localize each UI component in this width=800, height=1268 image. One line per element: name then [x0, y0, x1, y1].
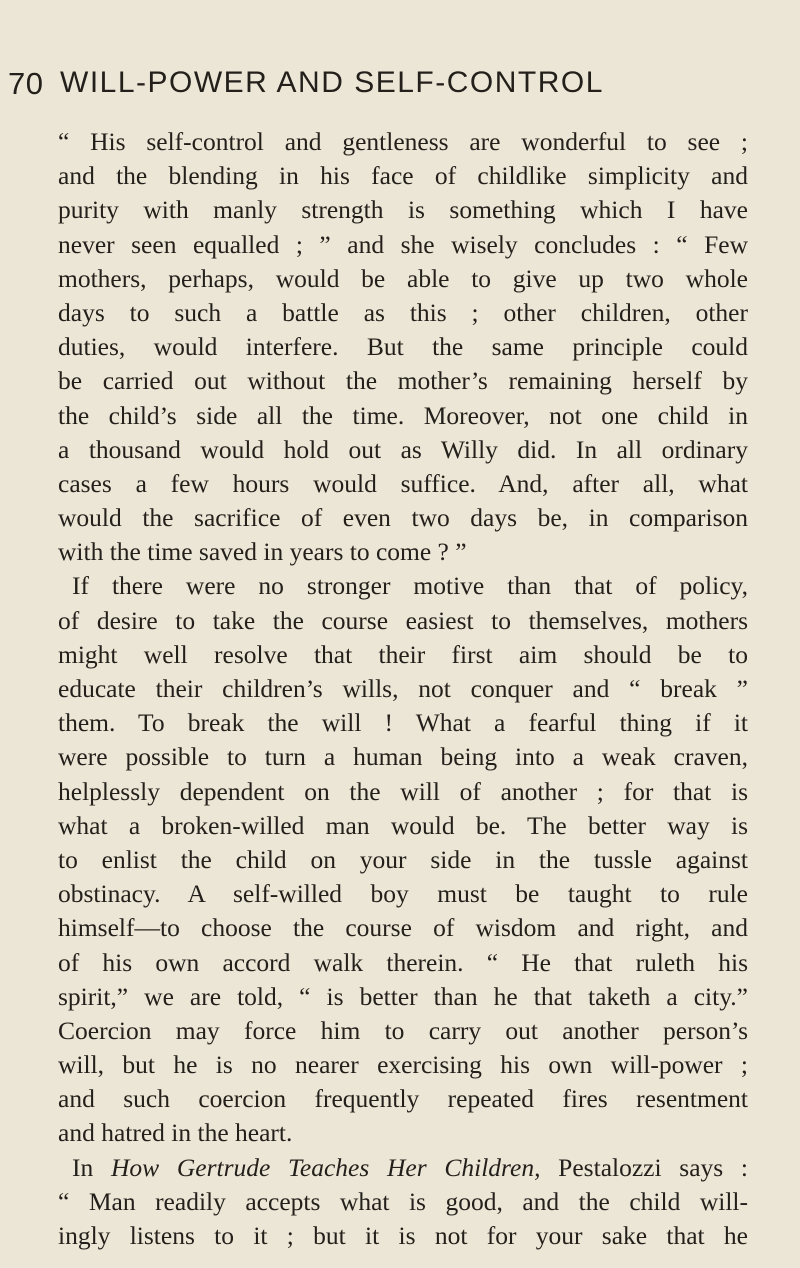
text-line: cases a few hours would suffice. And, after all, what	[58, 468, 748, 498]
text-line: the child’s side all the time. Moreover, not one child in	[58, 400, 748, 430]
text-line: and hatred in the heart.	[58, 1118, 293, 1148]
text-line: ingly listens to it ; but it is not for your sake that he	[58, 1221, 748, 1250]
text-line: days to such a battle as this ; other children, other	[58, 297, 748, 327]
text-line: with the time saved in years to come ? ”	[58, 537, 467, 567]
text-line: of desire to take the course easiest to themselves, mothers	[58, 605, 748, 635]
running-header	[8, 66, 748, 106]
running-title: WILL-POWER AND SELF-CONTROL	[60, 66, 604, 99]
text-line: be carried out without the mother’s remaining herself by	[58, 366, 748, 396]
text-line	[58, 1151, 748, 1185]
text-line: a thousand would hold out as Willy did. In all ordinary	[58, 434, 748, 464]
text-line: “ His self-control and gentleness are wonderful to see ;	[58, 127, 748, 156]
text-line: If there were no stronger motive than that of policy,	[72, 571, 748, 601]
text-line: obstinacy. A self-willed boy must be taught to rule	[58, 879, 748, 909]
page-number: 70	[8, 66, 44, 101]
text-line: might well resolve that their first aim should be to	[58, 639, 748, 669]
text-line: himself—to choose the course of wisdom and right, and	[58, 913, 748, 943]
text-line: what a broken-willed man would be. The better way is	[58, 810, 748, 840]
text-fragment: Pestalozzi says :	[540, 1152, 748, 1182]
text-line: will, but he is no nearer exercising his own will-power ;	[58, 1050, 748, 1080]
text-line: purity with manly strength is something which I have	[58, 195, 748, 225]
text-line: and such coercion frequently repeated fires resentment	[58, 1084, 748, 1114]
text-line: “ Man readily accepts what is good, and the child will-	[58, 1186, 748, 1216]
text-line: and the blending in his face of childlike simplicity and	[58, 161, 748, 191]
text-line: were possible to turn a human being into a weak craven,	[58, 742, 748, 772]
text-line: of his own accord walk therein. “ He that ruleth his	[58, 947, 748, 977]
text-fragment: In	[72, 1152, 111, 1182]
text-line: them. To break the will ! What a fearful thing if it	[58, 708, 748, 738]
body-text	[58, 125, 748, 1253]
text-line: spirit,” we are told, “ is better than he that taketh a city.”	[58, 981, 748, 1011]
text-line: to enlist the child on your side in the tussle against	[58, 844, 748, 874]
text-line: would the sacrifice of even two days be, in comparison	[58, 503, 748, 533]
text-line: duties, would interfere. But the same principle could	[58, 332, 748, 362]
text-line: never seen equalled ; ” and she wisely concludes : “ Few	[58, 229, 748, 259]
text-line: educate their children’s wills, not conquer and “ break ”	[58, 674, 748, 703]
text-line: mothers, perhaps, would be able to give up two whole	[58, 263, 748, 293]
text-line: helplessly dependent on the will of another ; for that is	[58, 776, 748, 806]
text-line: Coercion may force him to carry out another person’s	[58, 1015, 748, 1045]
book-title: How Gertrude Teaches Her Children,	[110, 1152, 541, 1182]
